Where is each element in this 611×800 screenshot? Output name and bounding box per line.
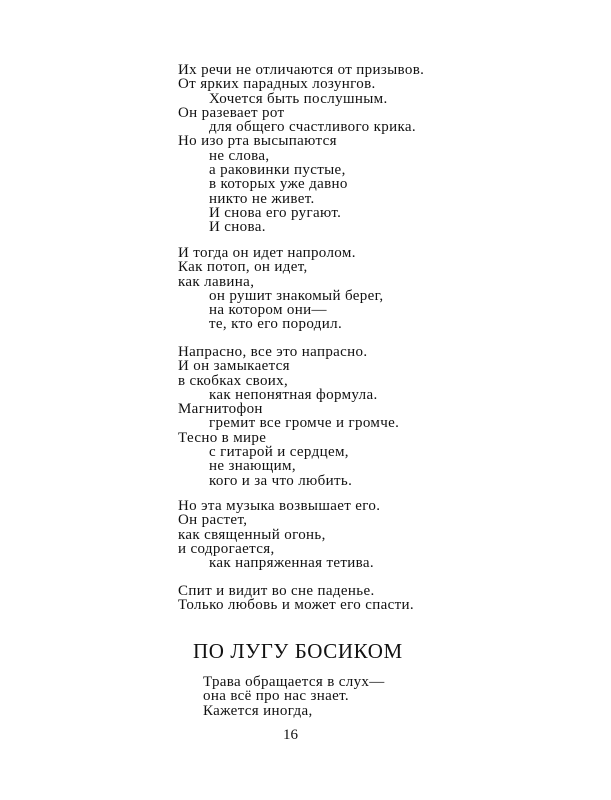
verse-line: с гитарой и сердцем, (209, 444, 349, 461)
verse-line: И тогда он идет напролом. (178, 245, 356, 261)
verse-line: как священный огонь, (178, 526, 326, 543)
verse-line: Кажется иногда, (203, 702, 313, 719)
verse-line: он рушит знакомый берег, (209, 287, 384, 304)
verse-line: Магнитофон (178, 401, 263, 418)
verse-line: гремит все громче и громче. (209, 415, 400, 432)
verse-line: Как потоп, он идет, (178, 259, 308, 276)
verse-line: не слова, (209, 147, 270, 164)
verse-line: Спит и видит во сне паденье. (178, 583, 375, 599)
verse-line: Но изо рта высыпаются (178, 133, 337, 150)
verse-line: Их речи не отличаются от призывов. (178, 62, 425, 78)
poem-title: ПО ЛУГУ БОСИКОМ (193, 639, 403, 663)
verse-line: И он замыкается (178, 358, 290, 375)
verse-line: От ярких парадных лозунгов. (178, 76, 376, 93)
stanza-1 (178, 63, 424, 235)
verse-line: как непонятная формула. (209, 386, 378, 403)
stanza-4 (178, 499, 380, 570)
stanza-2 (178, 246, 384, 332)
verse-line: в которых уже давно (209, 176, 348, 193)
verse-line: Трава обращается в слух— (203, 674, 385, 690)
stanza-5 (178, 584, 414, 613)
verse-line: на котором они— (209, 302, 327, 319)
verse-line: кого и за что любить. (209, 472, 353, 489)
verse-line: Тесно в мире (178, 429, 267, 446)
verse-line: и содрогается, (178, 540, 275, 557)
verse-line: в скобках своих, (178, 372, 289, 389)
page-number: 16 (283, 727, 298, 743)
verse-line: Он разевает рот (178, 104, 285, 121)
verse-line: для общего счастливого крика. (209, 119, 416, 136)
verse-line: те, кто его породил. (209, 316, 343, 333)
stanza-3 (178, 345, 399, 488)
verse-line: И снова. (209, 219, 266, 236)
verse-line: не знающим, (209, 458, 296, 475)
verse-line: никто не живет. (209, 190, 315, 207)
verse-line: Хочется быть послушным. (209, 90, 388, 107)
poem-2-stanza (203, 675, 385, 718)
verse-line: Но эта музыка возвышает его. (178, 498, 381, 514)
verse-line: как напряженная тетива. (209, 555, 374, 572)
verse-line: как лавина, (178, 273, 255, 290)
verse-line: Он растет, (178, 512, 248, 529)
verse-line: она всё про нас знает. (203, 688, 350, 705)
verse-line: а раковинки пустые, (209, 162, 346, 179)
verse-line: Напрасно, все это напрасно. (178, 344, 368, 360)
verse-line: Только любовь и может его спасти. (178, 597, 415, 614)
verse-line: И снова его ругают. (209, 204, 342, 221)
